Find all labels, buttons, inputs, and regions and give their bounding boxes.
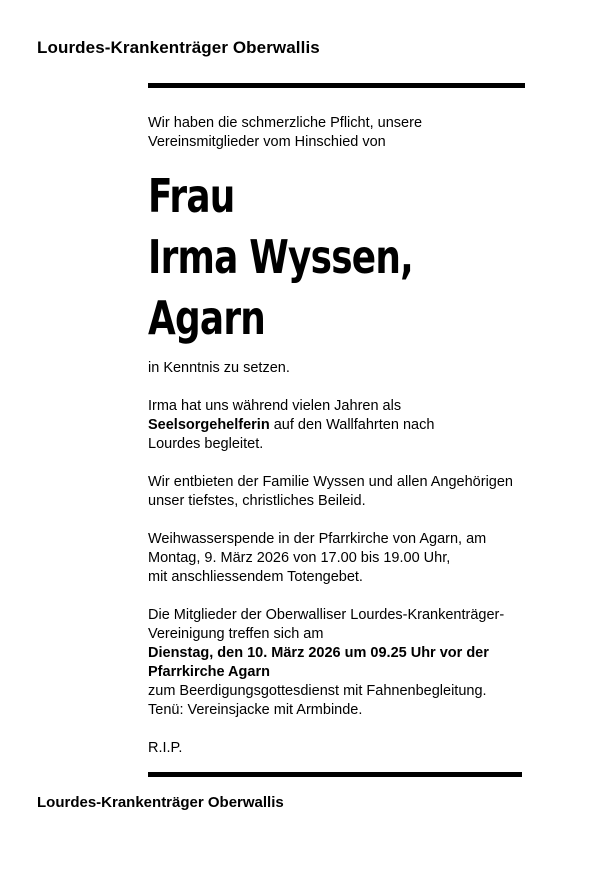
paragraph-line: zum Beerdigungsgottesdienst mit Fahnenbegleitung. [148, 683, 487, 699]
paragraph-text: auf den Wallfahrten nach [269, 417, 435, 433]
bottom-divider [148, 772, 522, 777]
intro-line: Wir haben die schmerzliche Pflicht, unsere [148, 115, 423, 131]
name-title: Frau [148, 169, 235, 223]
meeting-place: Pfarrkirche Agarn [148, 664, 270, 680]
paragraph-line: Montag, 9. März 2026 von 17.00 bis 19.00 Uhr, [148, 550, 451, 566]
footer-organization: Lourdes-Krankenträger Oberwallis [37, 794, 284, 811]
name-full: Irma Wyssen, [148, 230, 413, 284]
paragraph-line: Irma hat uns während vielen Jahren als [148, 398, 402, 414]
paragraph-line [148, 416, 568, 435]
intro-line: Vereinsmitglieder vom Hinschied von [148, 134, 386, 150]
paragraph-line: Die Mitglieder der Oberwalliser Lourdes-Krankenträger- [148, 607, 505, 623]
paragraph-line: Lourdes begleitet. [148, 436, 264, 452]
top-divider [148, 83, 525, 88]
closing-text: R.I.P. [148, 740, 183, 756]
paragraph-line: Weihwasserspende in der Pfarrkirche von Agarn, am [148, 531, 487, 547]
paragraph-line: mit anschliessendem Totengebet. [148, 569, 363, 585]
paragraph-line: unser tiefstes, christliches Beileid. [148, 493, 366, 509]
paragraph-line: Wir entbieten der Familie Wyssen und allen Angehörigen [148, 474, 513, 490]
meeting-time: Dienstag, den 10. März 2026 um 09.25 Uhr vor der [148, 645, 489, 661]
paragraph-line: Vereinigung treffen sich am [148, 626, 324, 642]
role-highlight: Seelsorgehelferin [148, 417, 270, 433]
deceased-name [148, 166, 568, 349]
obituary-notice [148, 114, 568, 758]
paragraph-line: Tenü: Vereinsjacke mit Armbinde. [148, 702, 363, 718]
name-place: Agarn [148, 291, 266, 345]
header-organization: Lourdes-Krankenträger Oberwallis [37, 38, 320, 57]
after-name-line: in Kenntnis zu setzen. [148, 360, 290, 376]
